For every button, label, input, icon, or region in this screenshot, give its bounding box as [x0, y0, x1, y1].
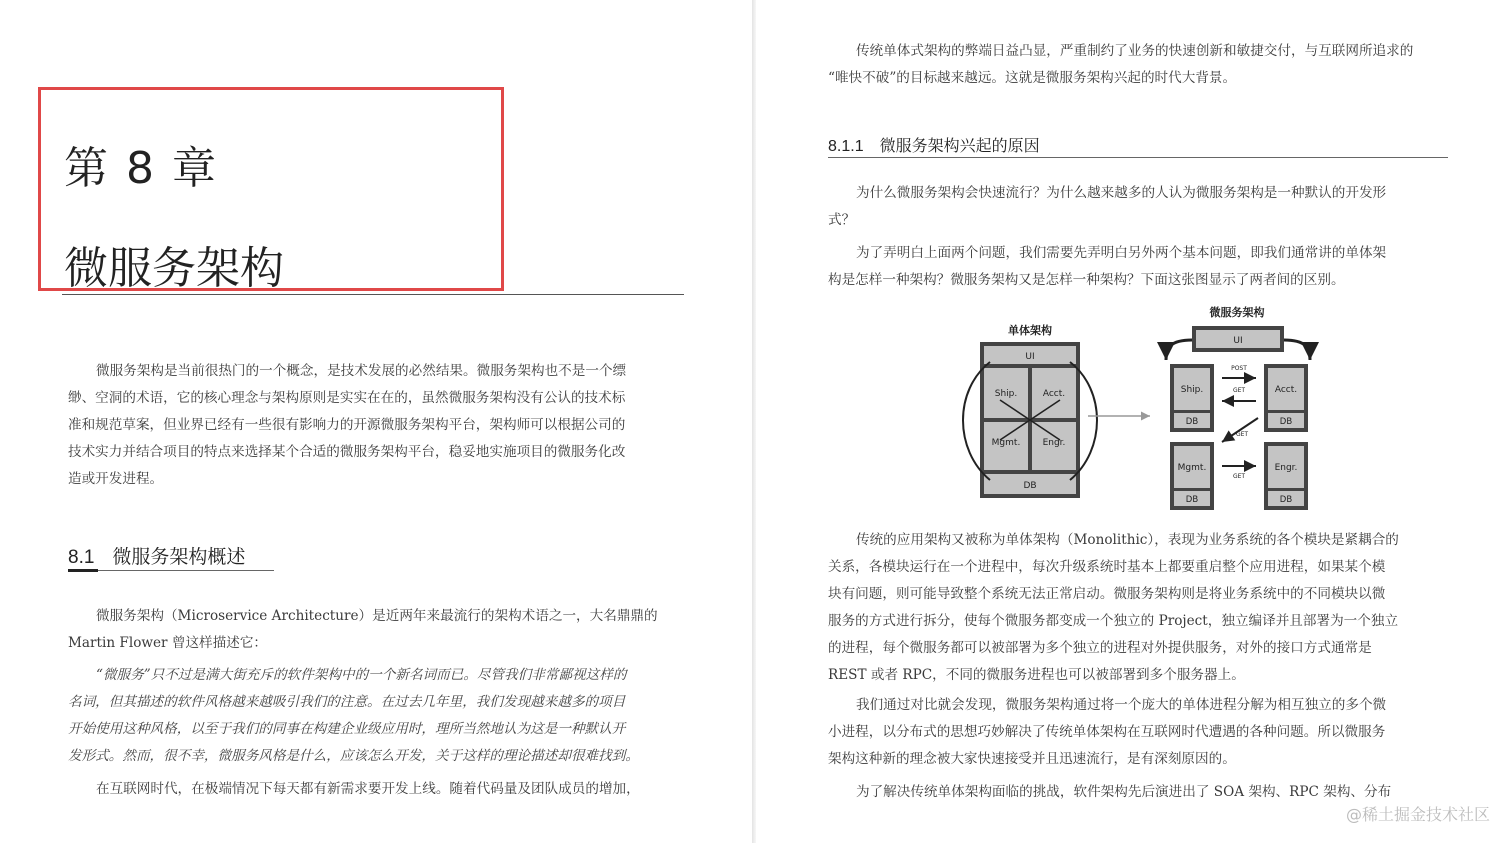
section-heading — [68, 542, 245, 569]
paragraph-top — [828, 38, 1468, 92]
text-line: 为了解决传统单体架构面临的挑战，软件架构先后演进出了 SOA 架构、RPC 架构、分布 — [856, 784, 1392, 800]
text-line: 我们通过对比就会发现，微服务架构通过将一个庞大的单体进程分解为相互独立的多个微 — [856, 697, 1387, 713]
micro-acct-db-label: DB — [1279, 417, 1293, 427]
paragraph-comparison — [828, 692, 1468, 773]
text-line: 名词，但其描述的软件风格越来越吸引我们的注意。在过去几年里，我们发现越来越多的项目 — [68, 694, 626, 710]
text-line: 关系，各模块运行在一个进程中，每次升级系统时基本上都要重启整个应用进程，如果某个模 — [828, 559, 1386, 575]
micro-mgmt-db-label: DB — [1185, 495, 1199, 505]
monolith-acct-label: Acct. — [1042, 389, 1066, 399]
monolith-db-label: DB — [1023, 481, 1037, 491]
text-line: 为什么微服务架构会快速流行？为什么越来越多的人认为微服务架构是一种默认的开发形 — [856, 185, 1387, 201]
text-line: 微服务架构是当前很热门的一个概念，是技术发展的必然结果。微服务架构也不是一个缥 — [96, 363, 627, 379]
text-line: 技术实力并结合项目的特点来选择某个合适的微服务架构平台，稳妥地实施项目的微服务化改 — [68, 444, 626, 460]
text-line: 架构这种新的理念被大家快速接受并且迅速流行，是有深刻原因的。 — [828, 751, 1236, 767]
section-mark — [68, 569, 98, 572]
text-line: 小进程，以分布式的思想巧妙解决了传统单体架构在互联网时代遭遇的各种问题。所以微服务 — [828, 724, 1386, 740]
get-label-3: GET — [1232, 473, 1246, 480]
text-line: REST 或者 RPC，不同的微服务进程也可以被部署到多个服务器上。 — [828, 667, 1245, 683]
text-line: 服务的方式进行拆分，使每个微服务都变成一个独立的 Project，独立编译并且部署为一个独立 — [828, 613, 1399, 629]
paragraph-internet — [68, 776, 688, 803]
microservice-block — [1166, 326, 1310, 510]
arrow-ui-to-acct — [1284, 340, 1310, 360]
arrow-get-diagonal — [1222, 418, 1258, 442]
chapter-number: 第 8 章 — [64, 143, 218, 194]
text-line: “微服务”只不过是满大街充斥的软件架构中的一个新名词而已。尽管我们非常鄙视这样的 — [96, 667, 627, 683]
monolith-mgmt-label: Mgmt. — [991, 438, 1021, 448]
text-line: 式？ — [828, 212, 856, 228]
text-line: 传统的应用架构又被称为单体架构（Monolithic），表现为业务系统的各个模块是紧耦合的 — [856, 532, 1399, 548]
text-line: 为了弄明白上面两个问题，我们需要先弄明白另外两个基本问题，即我们通常讲的单体架 — [856, 245, 1387, 261]
text-line: 构是怎样一种架构？微服务架构又是怎样一种架构？下面这张图显示了两者间的区别。 — [828, 272, 1345, 288]
text-line: 的进程，每个微服务都可以被部署为多个独立的进程对外提供服务，对外的接口方式通常是 — [828, 640, 1372, 656]
text-line: 开始使用这种风格，以至于我们的同事在构建企业级应用时，理所当然地认为这是一种默认开 — [68, 721, 626, 737]
text-line: 缈、空洞的术语，它的核心理念与架构原则是实实在在的，虽然微服务架构没有公认的技术标 — [68, 390, 626, 406]
subsection-heading — [828, 133, 1040, 156]
text-line: Martin Flower 曾这样描述它： — [68, 635, 268, 651]
text-line: 造或开发进程。 — [68, 471, 164, 487]
subsection-title: 微服务架构兴起的原因 — [879, 136, 1040, 155]
microservice-title: 微服务架构 — [1209, 306, 1265, 319]
monolith-block — [963, 342, 1097, 498]
text-line: 准和规范草案，但业界已经有一些很有影响力的开源微服务架构平台，架构师可以根据公司的 — [68, 417, 626, 433]
text-line: 发形式。然而，很不幸，微服务风格是什么，应该怎么开发，关于这样的理论描述却很难找到。 — [68, 748, 639, 764]
paragraph-why — [828, 180, 1468, 234]
arrow-ui-to-ship — [1166, 340, 1192, 360]
micro-mgmt-label: Mgmt. — [1177, 463, 1207, 473]
chapter-rule — [62, 294, 684, 295]
left-page — [0, 0, 752, 843]
monolith-engr-label: Engr. — [1042, 438, 1066, 448]
monolith-title: 单体架构 — [1008, 324, 1052, 337]
micro-acct-label: Acct. — [1274, 385, 1298, 395]
section-number: 8.1 — [68, 547, 95, 568]
text-line: 块有问题，则可能导致整个系统无法正常启动。微服务架构则是将业务系统中的不同模块以微 — [828, 586, 1386, 602]
micro-engr-db-label: DB — [1279, 495, 1293, 505]
paragraph-questions — [828, 240, 1468, 294]
quote-paragraph — [68, 662, 688, 770]
subsection-rule — [828, 157, 1448, 158]
get-label-1: GET — [1232, 387, 1246, 394]
section-rule — [98, 570, 274, 571]
text-line: 传统单体式架构的弊端日益凸显，严重制约了业务的快速创新和敏捷交付，与互联网所追求的 — [856, 43, 1414, 59]
get-label-2: GET — [1235, 431, 1249, 438]
micro-engr-label: Engr. — [1274, 463, 1298, 473]
text-line: 微服务架构（Microservice Architecture）是近两年来最流行的架构术语之一，大名鼎鼎的 — [96, 608, 658, 624]
text-line: “唯快不破”的目标越来越远。这就是微服务架构兴起的时代大背景。 — [828, 70, 1237, 86]
subsection-number: 8.1.1 — [828, 138, 864, 155]
text-line: 在互联网时代，在极端情况下每天都有新需求要开发上线。随着代码量及团队成员的增加， — [96, 781, 640, 797]
monolith-ui-label: UI — [1025, 352, 1035, 362]
monolith-ship-label: Ship. — [994, 389, 1018, 399]
post-label: POST — [1231, 365, 1247, 372]
intro-paragraph — [68, 358, 688, 493]
paragraph-monolithic — [828, 527, 1468, 689]
chapter-title: 微服务架构 — [64, 243, 284, 294]
micro-ui-label: UI — [1233, 336, 1243, 346]
section-title: 微服务架构概述 — [112, 546, 246, 568]
paragraph-microservice — [68, 603, 688, 657]
architecture-diagram — [960, 300, 1320, 516]
watermark: @稀土掘金技术社区 — [1345, 805, 1490, 824]
micro-ship-db-label: DB — [1185, 417, 1199, 427]
micro-ship-label: Ship. — [1180, 385, 1204, 395]
